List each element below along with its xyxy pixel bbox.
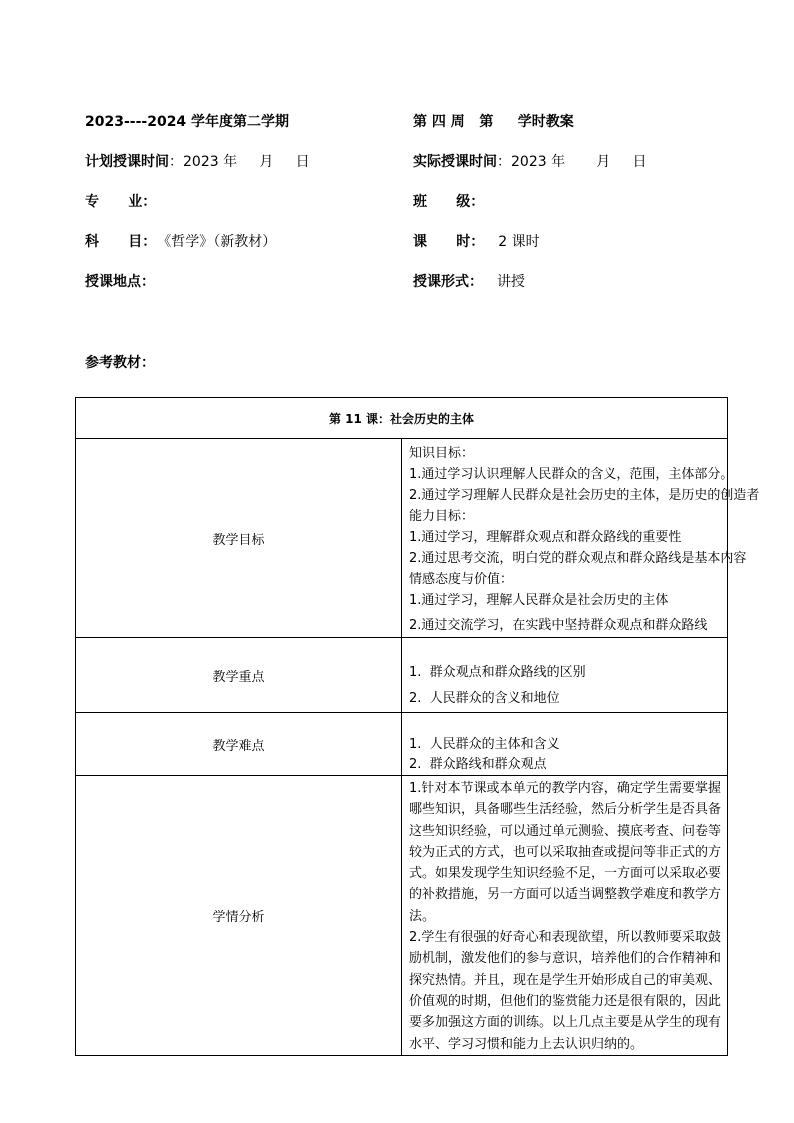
difficult-point-line: 2. 群众路线和群众观点 [409, 757, 547, 772]
analysis-cell [402, 776, 728, 1056]
hours-label: 课 时： [413, 234, 485, 250]
difficult-points-cell [402, 713, 728, 776]
analysis-paragraph: 1.针对本节课或本单元的教学内容，确定学生需要掌握哪些知识，具备哪些生活经验，然后分析学生是否具备这些知识经验，可以通过单元测验、摸底考查、问卷等较为正式的方式，也可以采取抽查或提问等非正式的方式。如果发现学生知识经验不足，一方面可以采取必要的补救措施，另一方面可以适当调整教学难度和教学方法。 [409, 781, 722, 924]
class-label: 班 级： [413, 194, 485, 210]
actual-time-label: 实际授课时间 [413, 154, 497, 170]
form-row [413, 273, 525, 291]
difficult-point-line: 1. 人民群众的主体和含义 [409, 737, 560, 752]
goals-line: 1.通过学习认识理解人民群众的含义，范围，主体部分。 [409, 467, 734, 482]
key-points-label: 教学重点 [76, 638, 402, 713]
goals-line: 1.通过学习，理解人民群众是社会历史的主体 [409, 593, 669, 608]
semester-label: 2023----2024 学年度第二学期 [85, 114, 290, 130]
difficult-points-label: 教学难点 [76, 713, 402, 776]
reference-label: 参考教材： [85, 355, 155, 371]
goals-label: 教学目标 [76, 439, 402, 638]
goals-line: 情感态度与价值： [409, 572, 514, 587]
planned-time-value: ：2023 年 月 日 [169, 154, 310, 170]
key-point-line: 2. 人民群众的含义和地位 [409, 691, 560, 706]
key-points-cell [402, 638, 728, 713]
subject-value: 《哲学》（新教材） [164, 234, 277, 250]
goals-line: 2.通过学习理解人民群众是社会历史的主体，是历史的创造者 [409, 488, 760, 503]
lesson-plan-table [75, 397, 760, 1056]
form-value: 讲授 [497, 274, 525, 290]
planned-time-row [85, 153, 310, 171]
goals-cell [402, 439, 760, 638]
week-plan-label: 第 四 周 第 学时教案 [413, 114, 574, 130]
goals-line: 2.通过交流学习，在实践中坚持群众观点和群众路线 [409, 618, 708, 633]
hours-value: 2 课时 [498, 234, 540, 250]
subject-row [85, 233, 276, 251]
form-label: 授课形式： [413, 274, 483, 290]
analysis-paragraph: 2.学生有很强的好奇心和表现欲望，所以教师要采取鼓励机制，激发他们的参与意识，培养他们的合作精神和探究热情。并且，现在是学生开始形成自己的审美观、价值观的时期，但他们的鉴赏能力还是很有限的，因此要多加强这方面的训练。以上几点主要是从学生的现有水平、学习习惯和能力上去认识归纳的。 [409, 930, 722, 1052]
goals-line: 知识目标： [409, 446, 475, 461]
goals-line: 能力目标： [409, 509, 475, 524]
analysis-label: 学情分析 [76, 776, 402, 1056]
difficult-points-content [402, 713, 727, 775]
key-point-line: 1. 群众观点和群众路线的区别 [409, 665, 586, 680]
planned-time-label: 计划授课时间 [85, 154, 169, 170]
location-label: 授课地点： [85, 274, 155, 290]
subject-label: 科 目： [85, 234, 157, 250]
major-label: 专 业： [85, 194, 157, 210]
key-points-content [402, 638, 727, 712]
goals-content [402, 439, 760, 636]
goals-line: 2.通过思考交流，明白党的群众观点和群众路线是基本内容 [409, 551, 747, 566]
actual-time-value: ：2023 年 月 日 [497, 154, 647, 170]
hours-row [413, 233, 540, 251]
analysis-content [402, 776, 727, 1055]
lesson-title: 第 11 课：社会历史的主体 [76, 398, 728, 439]
actual-time-row [413, 153, 646, 171]
goals-line: 1.通过学习，理解群众观点和群众路线的重要性 [409, 530, 682, 545]
